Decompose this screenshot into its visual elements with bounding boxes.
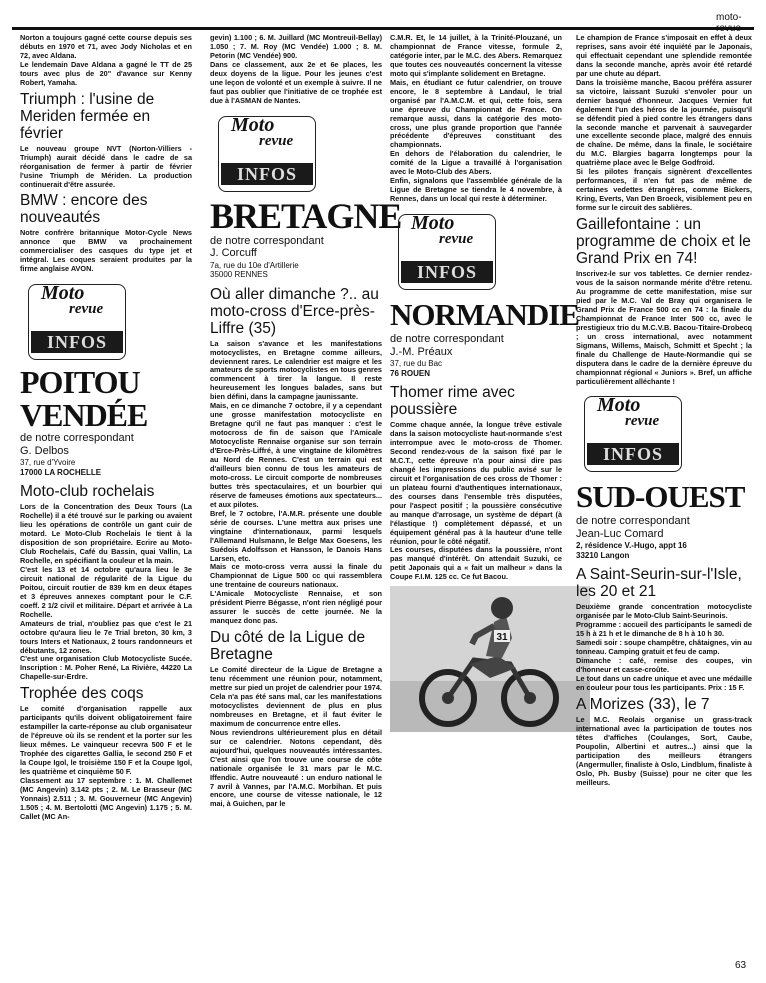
- address-city: 17000 LA ROCHELLE: [20, 467, 102, 477]
- region-title: SUD-OUEST: [576, 479, 745, 515]
- article-text: La saison s'avance et les manifestations motocyclistes, en Bretagne comme ailleurs, deviennent rares. Le calendrier est maigre et les amateurs de sports motocyclistes en tous genres commencent à tirer la langue. Il reste heureusement les longues balades, sans but bien défini, dans la campagne jaunissante. Mais, en ce dimanche 7 octobre, il y a cependant une grosse manifestation motocycliste en Bretagne qu'il ne faut pas manquer : c'est le motocross de fin de saison que l'Amicale Motocycliste Rennaise organise sur son terrain d'Erce-Près-Liffré, à une vingtaine de kilomètres au Nord de Rennes. C'est un terrain qui est d'ailleurs bien connu de tous les amateurs de moto-cross. Le circuit comporte de nombreuses buttes très spectaculaires, et un bourbier qui réserve de fameuses émotions aux spectateurs... et aux pilotes. Bref, le 7 octobre, l'A.M.R. présente une double série de courses. L'une mettra aux prises une vingtaine d'internationaux, parmi lesquels l'Allemand Hulsmann, le Belge Max Goesens, les Suédois Adolfsson et Hansson, le Danois Hans Larsen, etc. Mais ce moto-cross verra aussi la finale du Championnat de Ligue 500 cc qui rassemblera une trentaine de coureurs nationaux. L'Amicale Motocycliste Rennaise, et son président Pierre Bégasse, n'ont rien négligé pour assurer le succès de cette journée. Ne la manquez donc pas.: [210, 338, 382, 626]
- address-street: 7a, rue du 10e d'Artillerie: [210, 260, 299, 270]
- headline-triumph: Triumph : l'usine de Meriden fermée en février: [20, 90, 155, 142]
- column-3: [390, 33, 580, 732]
- rider-number: 31: [496, 632, 508, 644]
- correspondent-name: Jean-Luc Comard: [576, 527, 664, 540]
- correspondent-label: de notre correspondant: [576, 515, 690, 528]
- article-text: Le Comité directeur de la Ligue de Bretagne a tenu récemment une réunion pour, notamment, mettre sur pied un projet de calendrier pour 1974. Cela n'a pas été sans mal, car les manifestations motocyclistes deviennent de plus en plus nombreuses en Bretagne, et il faut éviter le maximum de concurrence entre elles. Nous reviendrons ultérieurement plus en détail sur ce calendrier. Notons cependant, dès aujourd'hui, quelques nouveautés intéressantes. C'est ainsi que l'on trouve une course de côte nationale organisée le 31 mars par le M.C. Iffendic. Autre nouveauté : un enduro national le 7 avril à Vannes, par l'A.M.C. Morbihan. Et puis encore, une course de vitesse nationale, le 12 mai, à Guichen, par le: [210, 665, 382, 809]
- address-street: 37, rue d'Yvoire: [20, 458, 76, 468]
- logo-moto-text: Moto: [231, 113, 275, 136]
- address-street: 2, résidence V.-Hugo, appt 16: [576, 541, 687, 551]
- article-text: Le comité d'organisation rappelle aux participants qu'ils doivent obligatoirement faire estampiller la carte-réponse au club organisateur de l'épreuve où ils se rendent et la porter sur les lieux mêmes. Le vainqueur recevra 500 F et le Trophée des cigarettes Gallia, le second 250 F et la Coupe Igol, le troisième 150 F et la Coupe Igol, les quatrième et cinquième 50 F. Classement au 17 septembre : 1. M. Challemet (MC Angevin) 3.142 pts ; 2. M. Le Brasseur (MC Yonnais) 2.511 ; 3. M. Gouverneur (MC Angevin) 1.505 ; 4. M. Bertolotti (MC Angevin) 1.175 ; 5. M. Callet (MC An-: [20, 704, 192, 821]
- correspondent-label: de notre correspondant: [390, 333, 504, 346]
- logo-infos-text: INFOS: [31, 331, 123, 353]
- article-text: Deuxième grande concentration motocycliste organisée par le Moto-Club Saint-Seurinois. Programme : accueil des participants le samedi de 15 h à 21 h et le dimanche de 8 h à 10 h 30. Samedi soir : soupe champêtre, châtaignes, vin au tonneau. Camping gratuit et feu de camp. Dimanche : café, remise des coupes, vin d'honneur et casse-croûte. Le tout dans un cadre unique et avec une médaille en couleur pour tous les participants. Prix : 15 F.: [576, 602, 752, 693]
- article-text: gevin) 1.100 ; 6. M. Juillard (MC Montreuil-Bellay) 1.050 ; 7. M. Roy (MC Vendée) 1.000 ; 8. M. Petorin (MC Vendée) 900. Dans ce classement, aux 2e et 6e places, les deux doyens de la ligue. Pour les jeunes c'est une leçon de volonté et un exemple à suivre. Il ne faut pas oublier que l'initiative de ce trophée est due à l'ASMAN de Nantes.: [210, 33, 382, 105]
- article-text: Comme chaque année, la longue trêve estivale dans la saison motocycliste haut-normande s'est interrompue avec le moto-cross de Thomer. Second rendez-vous de la saison fixé par le M.C.T., cette épreuve n'a pour ainsi dire pas changé les impressions du public avisé sur le circuit et l'organisation de ces cross de Thomer : un plateau fourni d'authentiques internationaux, des courses dans l'ensemble très disputées, pour l'aspect positif ; la poussière consécutive au manque d'arrosage, un système de départ (à l'élastique !) complètement dépassé, et un équipement général pas à la hauteur d'une telle réunion, pour le côté négatif. Les courses, disputées dans la poussière, n'ont pas manqué d'intérêt. On attendait Suzuki, ce petit Japonais qui a « fait un malheur » dans la Coupe F.I.M. 125 cc. Ce fut Bacou.: [390, 420, 562, 582]
- motocross-rider-illustration: [390, 586, 590, 732]
- article-text: Le champion de France s'imposait en effet à deux reprises, sans avoir été inquiété par le Japonais, qui effectuait cependant une splendide remontée dans la seconde manche, après avoir été retardé par une chute au départ. Dans la troisième manche, Bacou préféra assurer sa victoire, laissant Suzuki s'envoler pour un dernier basqué d'honneur. Jacques Vernier fut également l'un des héros de la journée, puisqu'il se défendit pied à pied contre les étrangers dans la seconde manche et parvenait à sauvegarder une excellente seconde place, malgré des ennuis de chaîne. De même, dans la finale, le sociétaire du M.C. Blargies bagarra longtemps pour la quatrième place avec le Belge Godfroid. Si les pilotes français signèrent d'excellentes performances, il n'en fut pas de même de certaines vedettes étrangères, comme Bickers, Kring, Everts, Van Den Broeck, visiblement peu en forme sur le circuit des sablières.: [576, 33, 752, 213]
- article-text: Lors de la Concentration des Deux Tours (La Rochelle) il a été trouvé sur le parking ou avaient lieu les opérations de contrôle un gant cuir de motard. Le Moto-Club Rochelais le tient à la disposition de son propriétaire. Ecrire au Moto-Club Rochelais, Café du Bassin, quai Vallin, La Rochelle, en spécifiant la couleur et la main. C'est les 13 et 14 octobre qu'aura lieu le 3e circuit national de régularité de la Ligue du Poitou, circuit routier de 839 km en deux étapes et 3 épreuves annexes comptant pour le C.F. coeff. 2 1/2 civil et militaire. Départ et arrivée à La Rochelle. Amateurs de trial, n'oubliez pas que c'est le 21 octobre qu'aura lieu le 7e Trial breton, 30 km, 3 tours Inters et Nationaux, 2 tours randonneurs et débutants, 12 zones. C'est une organisation Club Motocycliste Sucée. Inscription : M. Poher René, La Rivière, 44220 La Chapelle-sur-Erdre.: [20, 502, 192, 682]
- region-title: POITOU VENDÉE: [20, 364, 148, 434]
- correspondent-name: J.-M. Préaux: [390, 345, 453, 358]
- headline-erce: Où aller dimanche ?.. au moto-cross d'Erce-près-Liffre (35): [210, 285, 379, 337]
- moto-revue-infos-logo: [218, 113, 316, 192]
- article-text: Notre confrère britannique Motor-Cycle News annonce que BMW va prochainement commercialiser des casques du type jet et intégral. Les coques seraient produites par la firme anglaise AVON.: [20, 228, 192, 274]
- address-street: 37, rue du Bac: [390, 359, 443, 369]
- headline-moto-club: Moto-club rochelais: [20, 483, 155, 501]
- headline-morizes: A Morizes (33), le 7: [576, 695, 710, 713]
- headline-ligue: Du côté de la Ligue de Bretagne: [210, 629, 366, 664]
- logo-moto-text: Moto: [411, 212, 455, 235]
- headline-trophee: Trophée des coqs: [20, 685, 144, 703]
- column-2: [210, 33, 402, 811]
- logo-revue-text: revue: [69, 301, 104, 318]
- correspondent-label: de notre correspondant: [20, 432, 134, 445]
- magazine-header: moto-: [716, 12, 742, 23]
- moto-revue-infos-logo: [28, 284, 126, 360]
- headline-thomer: Thomer rime avec poussière: [390, 384, 515, 419]
- page-number: 63: [735, 960, 747, 971]
- article-text: Le nouveau groupe NVT (Norton-Villiers - Triumph) aurait décidé dans le cadre de sa réorganisation de fermer à partir de février l'usine Triumph de Mériden. La production continuerait d'être assurée.: [20, 143, 192, 189]
- correspondent-label: de notre correspondant: [210, 234, 324, 247]
- headline-gaillefontaine: Gaillefontaine : un programme de choix et le Grand Prix en 74!: [576, 216, 751, 268]
- region-title: BRETAGNE: [210, 195, 402, 236]
- correspondent-name: J. Corcuff: [210, 247, 257, 260]
- article-text: Norton a toujours gagné cette course depuis ses débuts en 1970 et 71, avec Jody Nicholas et en 72, avec Aldana. Le lendemain Dave Aldana a gagné le TT de 25 tours avec plus de 20" d'avance sur Kenny Robert, Yamaha.: [20, 33, 192, 87]
- logo-moto-text: Moto: [597, 394, 641, 417]
- correspondent-address: [390, 359, 562, 378]
- column-4: [576, 34, 752, 790]
- address-city: 33210 Langon: [576, 550, 630, 560]
- address-city: 35000 RENNES: [210, 270, 268, 280]
- correspondent-address: [576, 541, 752, 560]
- logo-infos-text: INFOS: [221, 163, 313, 185]
- correspondent-address: [210, 261, 382, 280]
- headline-saint-seurin: A Saint-Seurin-sur-l'Isle, les 20 et 21: [576, 566, 742, 601]
- header-rule: [12, 27, 754, 30]
- article-text: Le M.C. Reolais organise un grass-track international avec la participation de toutes nos têtes d'affiches (Coulanges, Sort, Caube, Poupolin, Albertini et autres...) ainsi que la participation des meilleurs étrangers (Angermuller, finaliste à Oslo, Lindblum, finaliste à Oslo, Ph. Busby (Suisse) pour ne citer que les meilleurs.: [576, 714, 752, 787]
- logo-infos-text: INFOS: [587, 443, 679, 465]
- article-text: Inscrivez-le sur vos tablettes. Ce dernier rendez-vous de la saison normande mérite d'être retenu. Au programme de cette manifestation, mise sur pied par le M.C. Val de Bray qui organisera le Grand Prix de France 500 cc en 74 : la finale du Championnat de France Inter 500 cc, avec le prestigieux trio du M.C.V.B. Bacou-Titaire-Drobecq ; un cross international, avec notamment Sigmans, Willems, Maisch, Schmitt et Specht ; la finale du Challenge de Haute-Normandie qui se disputera dans le cadre de la dernière épreuve du championnat régional « Juniors ». Bref, un affiche particulièrement alléchante !: [576, 269, 752, 386]
- correspondent-address: [20, 458, 192, 477]
- column-1: [20, 34, 192, 824]
- moto-revue-infos-logo: [398, 214, 496, 290]
- logo-moto-text: Moto: [41, 282, 85, 305]
- motocross-photo: [390, 586, 590, 732]
- address-city: 76 ROUEN: [390, 368, 431, 378]
- region-title: NORMANDIE: [390, 297, 580, 333]
- correspondent-name: G. Delbos: [20, 444, 69, 457]
- logo-revue-text: revue: [439, 231, 474, 248]
- headline-bmw: BMW : encore des nouveautés: [20, 192, 148, 227]
- article-text: C.M.R. Et, le 14 juillet, à la Trinité-Plouzané, un championnat de France vitesse, formule 2, catégorie inter, par le M.C. des Abers. Remarquez que toutes ces nouveautés concernent la vitesse moto qui s'implante solidement en Bretagne. Mais, en étudiant ce futur calendrier, on trouve encore, le 8 septembre à Landaul, le trial organisé par l'A.M.C.M. et qui, cette fois, sera une épreuve du Championnat de France. On remarque aussi, dans la catégorie des moto-cross, une plus grande proportion que l'année précédente d'épreuves constituant des championnats. En dehors de l'élaboration du calendrier, le comité de la Ligue a travaillé à l'organisation avec le Moto-Club des Abers. Enfin, signalons que l'assemblée générale de la Ligue de Bretagne se tiendra le 4 novembre, à Rennes, dans un local qui reste à déterminer.: [390, 33, 562, 204]
- logo-infos-text: INFOS: [401, 261, 493, 283]
- moto-revue-infos-logo: [584, 396, 682, 472]
- logo-revue-text: revue: [625, 413, 660, 430]
- logo-revue-text: revue: [259, 132, 294, 149]
